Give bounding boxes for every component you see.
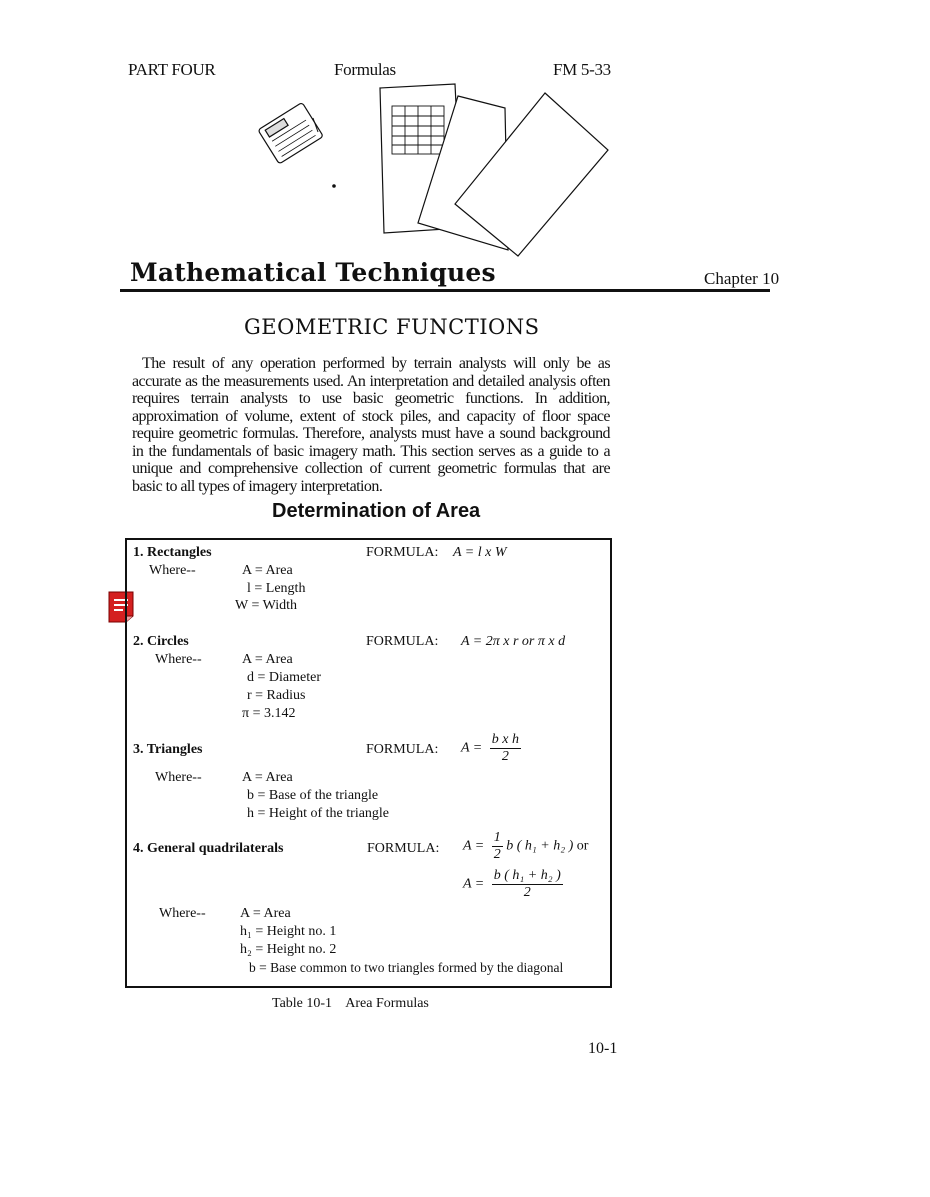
chapter-divider: [120, 289, 770, 292]
triangle-formula-numerator: b x h: [491, 732, 519, 747]
quad-formula1-numerator: 1: [493, 830, 501, 845]
formula-label: FORMULA:: [366, 634, 439, 649]
formula-label: FORMULA:: [366, 742, 439, 757]
quad-formula2-numerator: b ( h₁ + h₂ ): [493, 868, 561, 883]
var-area: A = Area: [242, 652, 293, 667]
item-quadrilaterals-title: 4. General quadrilaterals: [133, 841, 284, 856]
var-height-1: h₁ = Height no. 1: [240, 924, 337, 939]
header-part: PART FOUR: [128, 60, 216, 79]
var-base: b = Base of the triangle: [247, 788, 379, 803]
var-area: A = Area: [240, 906, 291, 921]
quadrilateral-formula-2: [463, 868, 563, 901]
formula-label: FORMULA:: [367, 841, 440, 856]
var-pi: π = 3.142: [242, 706, 296, 721]
circle-formula: A = 2π x r or π x d: [461, 634, 566, 649]
triangle-formula: [461, 732, 521, 765]
triangle-formula-denominator: 2: [501, 749, 509, 764]
quad-formula2-denominator: 2: [523, 885, 531, 900]
calculator-papers-illustration: [250, 78, 620, 263]
chapter-title: Mathematical Techniques: [130, 258, 496, 287]
quad-formula1-rhs: b ( h₁ + h₂ ): [506, 838, 574, 854]
var-height-2: h₂ = Height no. 2: [240, 942, 337, 957]
var-area: A = Area: [242, 563, 293, 578]
var-radius: r = Radius: [247, 688, 306, 703]
var-height: h = Height of the triangle: [247, 806, 390, 821]
var-area: A = Area: [242, 770, 293, 785]
quad-formula1-denominator: 2: [493, 847, 501, 862]
table-caption: Table 10-1 Area Formulas: [272, 996, 429, 1011]
calculator-icon: [258, 102, 323, 163]
quad-formula1-lhs: A =: [463, 838, 485, 854]
formula-label: FORMULA:: [366, 545, 439, 560]
rectangle-formula: A = l x W: [453, 545, 507, 560]
where-label: Where--: [155, 652, 202, 667]
header-manual-number: FM 5-33: [553, 60, 611, 79]
header-section: Formulas: [334, 60, 396, 79]
chapter-number: Chapter 10: [704, 269, 780, 288]
page-number: 10-1: [588, 1040, 618, 1057]
section-title: GEOMETRIC FUNCTIONS: [244, 315, 540, 339]
intro-paragraph: The result of any operation performed by terrain analysts will only be as accurate as the measurements used. An interpretation and detailed analysis often requires terrain analysts to use basic geometric functions. In addition, approximation of volume, extent of stock piles, and capacity of floor space require geometric formulas. Therefore, analysts must have a sound background in the fundamentals of basic imagery math. This section serves as a guide to a unique and comprehensive collection of current geometric formulas that are basic to all types of imagery interpretation.: [132, 355, 610, 495]
var-width: W = Width: [235, 598, 298, 613]
quad-formula1-or: or: [576, 838, 589, 854]
triangle-formula-lhs: A =: [461, 740, 483, 756]
var-length: l = Length: [247, 581, 306, 596]
item-rectangles-title: 1. Rectangles: [133, 545, 212, 560]
quad-formula2-lhs: A =: [463, 876, 485, 892]
var-diameter: d = Diameter: [247, 670, 321, 685]
var-base-common: b = Base common to two triangles formed by the diagonal: [249, 960, 564, 975]
where-label: Where--: [155, 770, 202, 785]
area-formulas-table: [125, 538, 612, 988]
item-circles-title: 2. Circles: [133, 634, 189, 649]
area-heading: Determination of Area: [272, 500, 481, 522]
where-label: Where--: [149, 563, 196, 578]
where-label: Where--: [159, 906, 206, 921]
item-triangles-title: 3. Triangles: [133, 742, 203, 757]
quadrilateral-formula-1: [463, 830, 588, 863]
